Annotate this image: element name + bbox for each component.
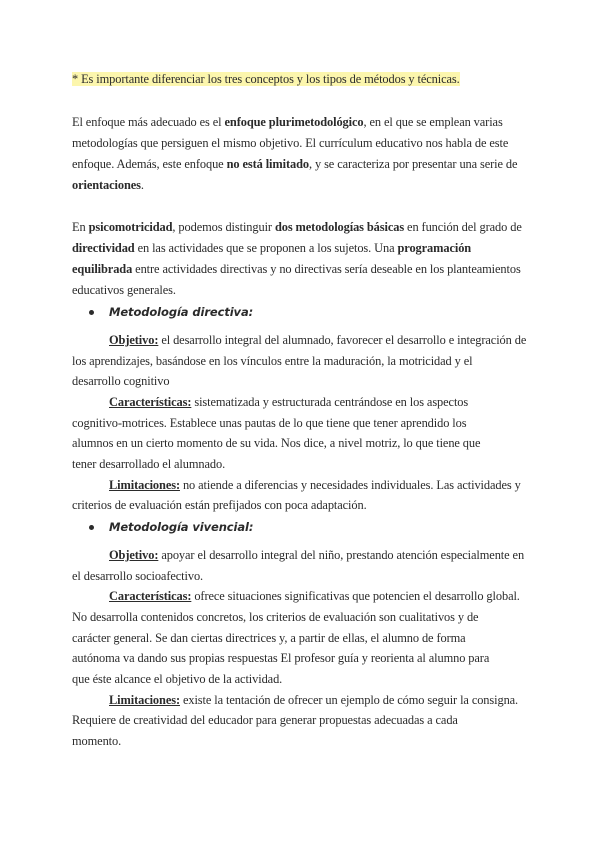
bullet-icon: [89, 310, 94, 315]
objective-label: Objetivo:: [109, 333, 159, 347]
paragraph-2-line-2: directividad en las actividades que se proponen a los sujetos. Una programación: [72, 241, 472, 255]
limitations-label: Limitaciones:: [109, 693, 180, 707]
directive-limitations-line-2: criterios de evaluación están prefijados con poca adaptación.: [72, 498, 367, 512]
characteristics-label: Características:: [109, 589, 192, 603]
objective-label: Objetivo:: [109, 548, 159, 562]
methodology-directive-title: Metodología directiva:: [109, 305, 254, 319]
highlighted-note: * Es importante diferenciar los tres conceptos y los tipos de métodos y técnicas.: [72, 72, 460, 86]
bold-term: equilibrada: [72, 262, 133, 276]
directive-characteristics-line-4: tener desarrollado el alumnado.: [72, 457, 226, 471]
directive-limitations-line-1: Limitaciones: no atiende a diferencias y necesidades individuales. Las actividades y: [109, 478, 521, 492]
experiential-objective-line-2: el desarrollo socioafectivo.: [72, 569, 204, 583]
bold-term: dos metodologías básicas: [274, 220, 405, 234]
bold-term: orientaciones: [72, 178, 141, 192]
directive-objective-line-1: Objetivo: el desarrollo integral del alumnado, favorecer el desarrollo e integración de: [109, 333, 527, 347]
experiential-characteristics-line-3: carácter general. Se dan ciertas directrices y, a partir de ellas, el alumno de forma: [72, 631, 466, 645]
characteristics-label: Características:: [109, 395, 192, 409]
bold-term: directividad: [72, 241, 135, 255]
bold-term: psicomotricidad: [88, 220, 173, 234]
directive-objective-line-2: los aprendizajes, basándose en los vínculos entre la maduración, la motricidad y el: [72, 354, 473, 368]
experiential-characteristics-line-5: que éste alcance el objetivo de la actividad.: [72, 672, 283, 686]
paragraph-1-line-1: El enfoque más adecuado es el enfoque plurimetodológico, en el que se emplean varias: [72, 115, 503, 129]
directive-objective-line-3: desarrollo cognitivo: [72, 374, 170, 388]
limitations-label: Limitaciones:: [109, 478, 180, 492]
experiential-objective-line-1: Objetivo: apoyar el desarrollo integral del niño, prestando atención especialmente en: [109, 548, 525, 562]
bold-term: no está limitado: [226, 157, 309, 171]
experiential-characteristics-line-1: Características: ofrece situaciones significativas que potencien el desarrollo global.: [109, 589, 520, 603]
methodology-experiential-title: Metodología vivencial:: [109, 520, 254, 534]
experiential-limitations-line-1: Limitaciones: existe la tentación de ofrecer un ejemplo de cómo seguir la consigna.: [109, 693, 519, 707]
paragraph-2-line-1: En psicomotricidad, podemos distinguir dos metodologías básicas en función del grado de: [72, 220, 522, 234]
directive-characteristics-line-2: cognitivo-motrices. Establece unas pautas de lo que tiene que tener aprendido los: [72, 416, 467, 430]
paragraph-2-line-3: equilibrada entre actividades directivas y no directivas sería deseable en los planteamientos: [72, 262, 521, 276]
experiential-characteristics-line-4: autónoma va dando sus propias respuestas El profesor guía y reorienta al alumno para: [72, 651, 490, 665]
bold-term: programación: [397, 241, 472, 255]
directive-characteristics-line-3: alumnos en un cierto momento de su vida. Nos dice, a nivel motriz, lo que tiene que: [72, 436, 481, 450]
experiential-limitations-line-3: momento.: [72, 734, 122, 748]
experiential-limitations-line-2: Requiere de creatividad del educador para generar propuestas adecuadas a cada: [72, 713, 458, 727]
paragraph-1-line-4: orientaciones.: [72, 178, 144, 192]
bullet-icon: [89, 525, 94, 530]
paragraph-1-line-3: enfoque. Además, este enfoque no está limitado, y se caracteriza por presentar una serie de: [72, 157, 518, 171]
note-line: [72, 71, 460, 87]
paragraph-2-line-4: educativos generales.: [72, 283, 176, 297]
paragraph-1-line-2: metodologías que persiguen el mismo objetivo. El currículum educativo nos habla de este: [72, 136, 509, 150]
experiential-characteristics-line-2: No desarrolla contenidos concretos, los criterios de evaluación son cualitativos y de: [72, 610, 479, 624]
bold-term: enfoque plurimetodológico: [224, 115, 364, 129]
directive-characteristics-line-1: Características: sistematizada y estructurada centrándose en los aspectos: [109, 395, 469, 409]
